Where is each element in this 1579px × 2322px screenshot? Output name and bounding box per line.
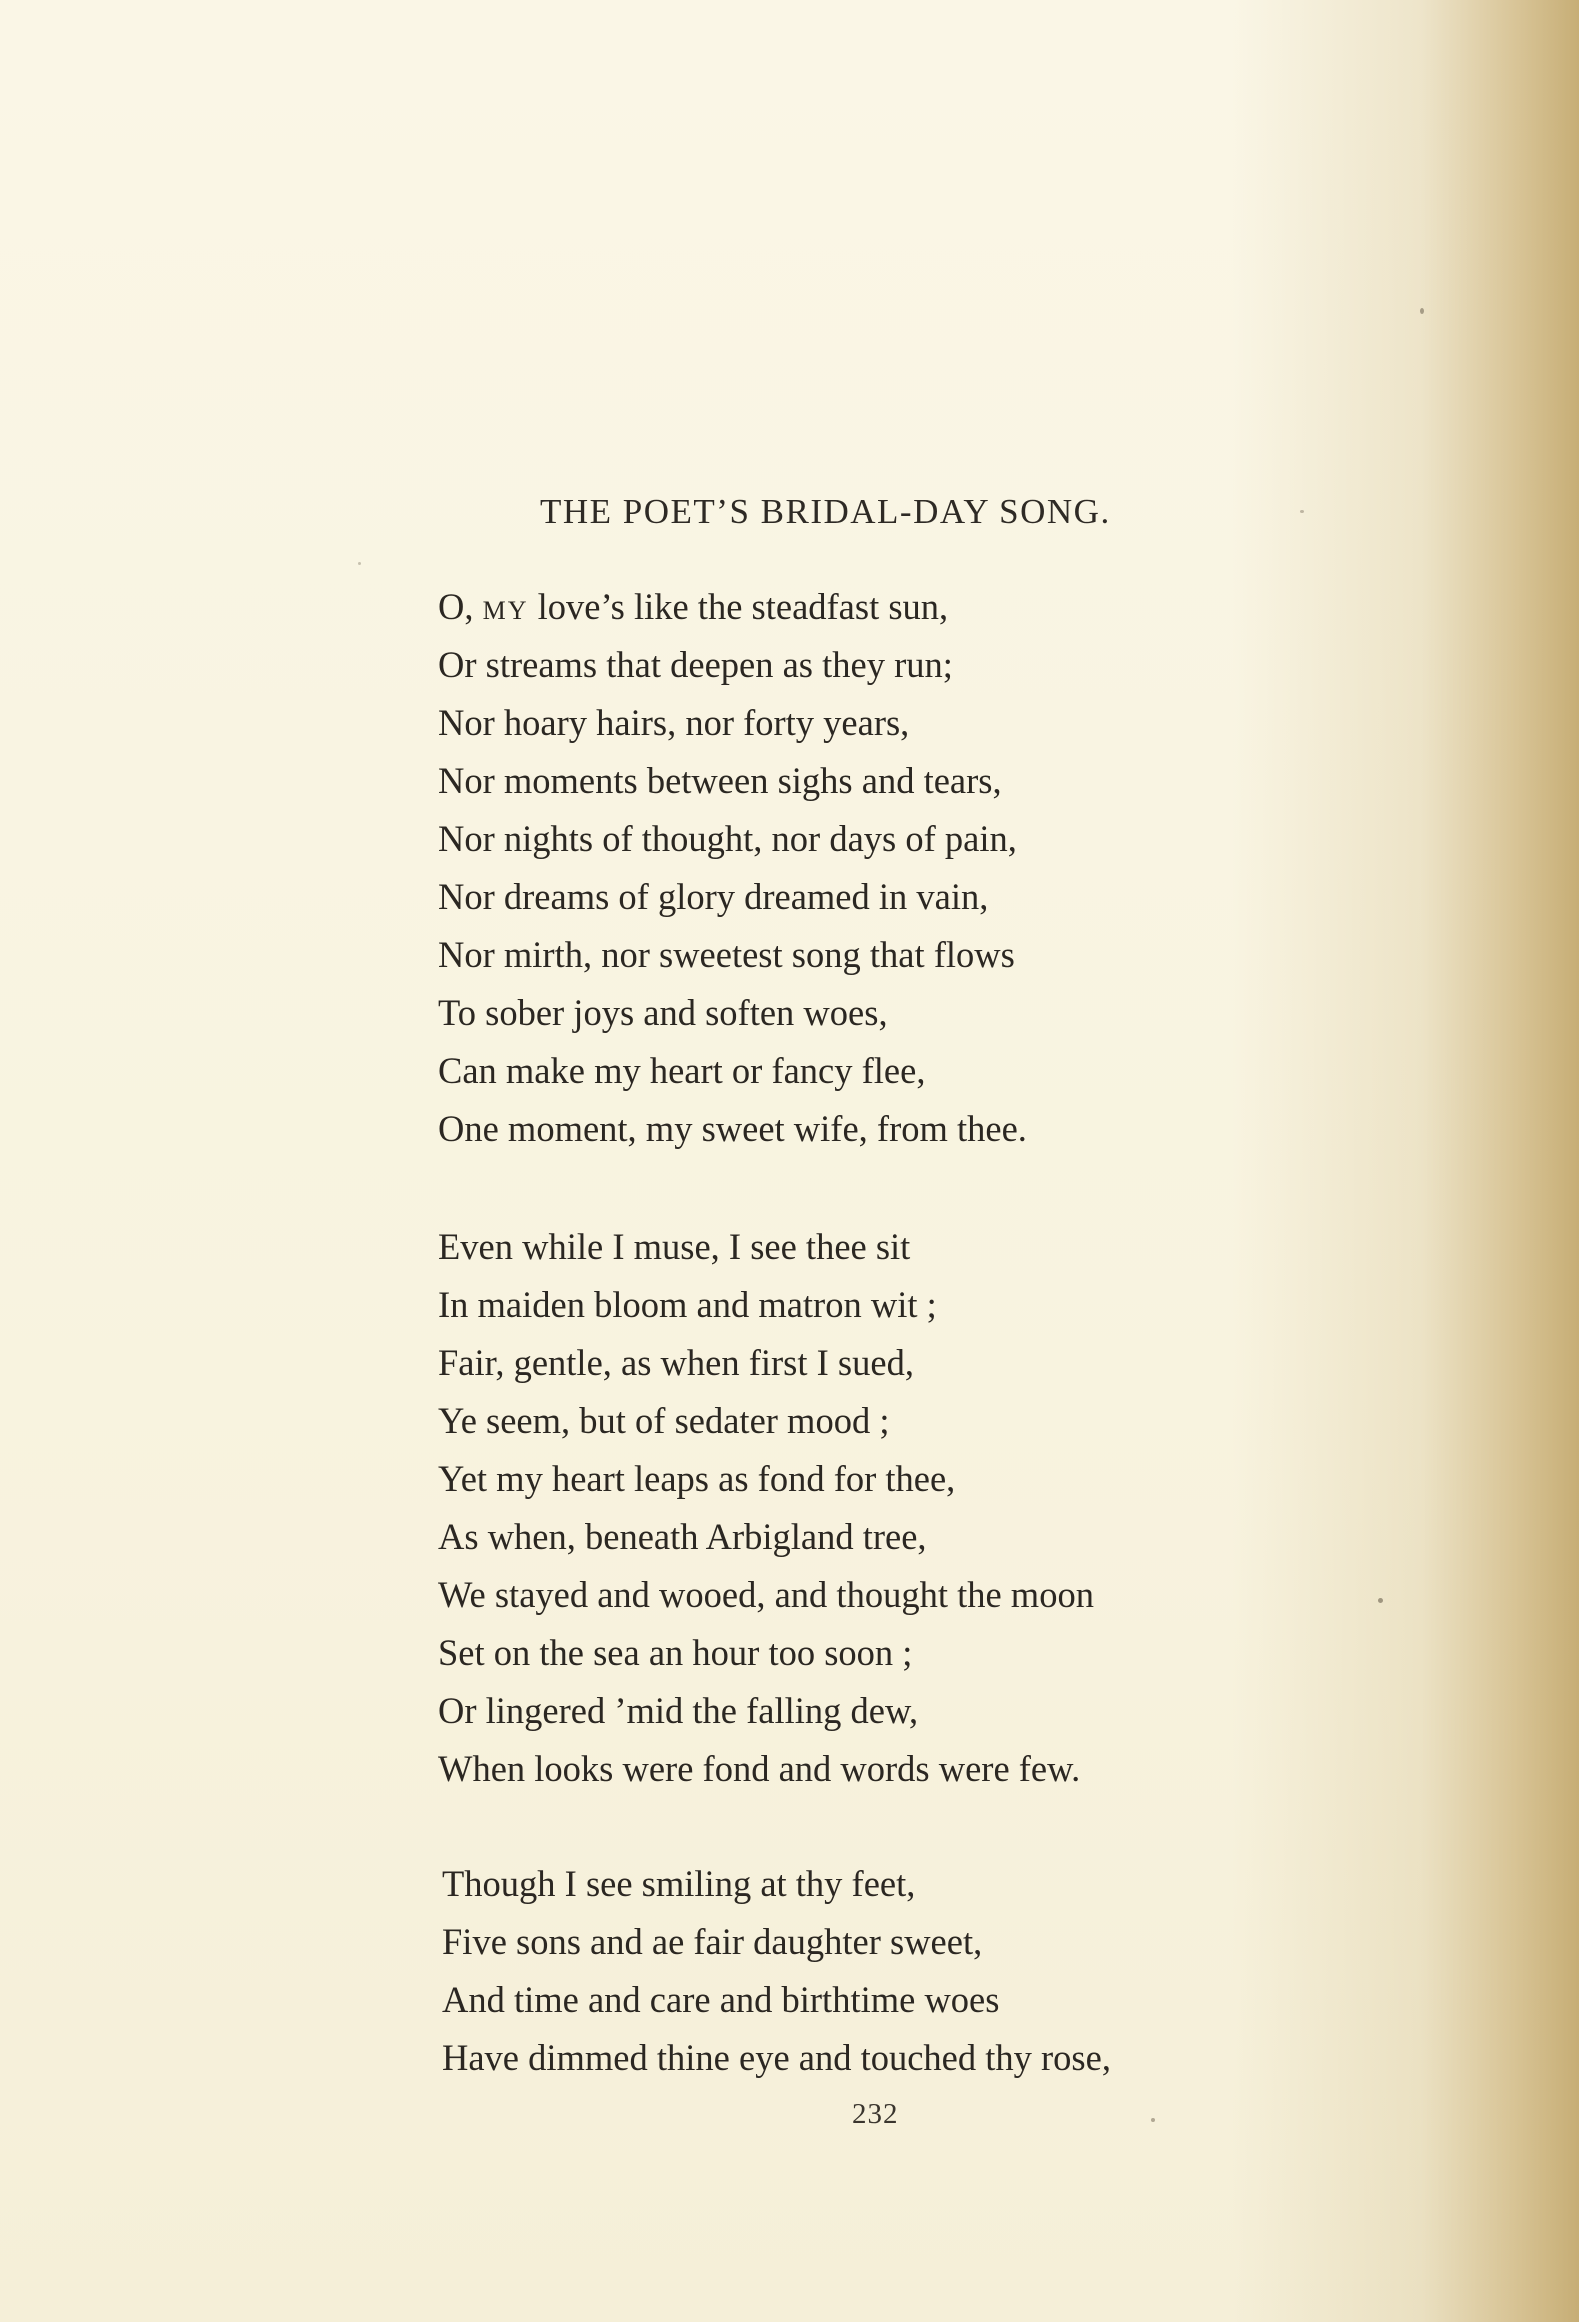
poem-line: Five sons and ae fair daughter sweet, (442, 1921, 983, 1962)
poem-line: Or lingered ’mid the falling dew, (438, 1690, 919, 1731)
poem-line: Though I see smiling at thy feet, (442, 1863, 916, 1904)
poem-line: We stayed and wooed, and thought the moon (438, 1574, 1094, 1615)
poem-line (438, 578, 1027, 636)
poem-title: THE POET’S BRIDAL-DAY SONG. (540, 492, 1111, 531)
print-speck (1151, 2118, 1155, 2122)
poem-line: Even while I muse, I see thee sit (438, 1226, 911, 1267)
print-speck (358, 562, 361, 565)
poem-line: In maiden bloom and matron wit ; (438, 1284, 937, 1325)
poem-line: Ye seem, but of sedater mood ; (438, 1400, 890, 1441)
poem-line: One moment, my sweet wife, from thee. (438, 1108, 1027, 1149)
page-number: 232 (852, 2098, 899, 2130)
poem-line: Set on the sea an hour too soon ; (438, 1632, 913, 1673)
poem-line: As when, beneath Arbigland tree, (438, 1516, 927, 1557)
print-speck (1378, 1598, 1383, 1603)
poem-line: Nor dreams of glory dreamed in vain, (438, 876, 989, 917)
poem-line: Fair, gentle, as when first I sued, (438, 1342, 914, 1383)
poem-line: Have dimmed thine eye and touched thy rose, (442, 2037, 1111, 2078)
stanza-1 (438, 578, 1027, 1158)
poem-line: Or streams that deepen as they run; (438, 644, 953, 685)
poem-line: Can make my heart or fancy flee, (438, 1050, 926, 1091)
line-rest: love’s like the steadfast sun, (528, 586, 949, 627)
poem-line: Nor mirth, nor sweetest song that flows (438, 934, 1015, 975)
line-opening: O, (438, 586, 483, 627)
poem-line: Yet my heart leaps as fond for thee, (438, 1458, 956, 1499)
line-smallcaps: MY (482, 596, 529, 625)
poem-line: And time and care and birthtime woes (442, 1979, 1000, 2020)
print-speck (1300, 510, 1304, 513)
stanza-2 (438, 1218, 1094, 1798)
stanza-3 (442, 1855, 1111, 2087)
poem-line: Nor nights of thought, nor days of pain, (438, 818, 1017, 859)
poem-line: When looks were fond and words were few. (438, 1748, 1081, 1789)
poem-line: Nor moments between sighs and tears, (438, 760, 1002, 801)
print-speck (1420, 308, 1424, 314)
poem-line: Nor hoary hairs, nor forty years, (438, 702, 910, 743)
poem-line: To sober joys and soften woes, (438, 992, 888, 1033)
